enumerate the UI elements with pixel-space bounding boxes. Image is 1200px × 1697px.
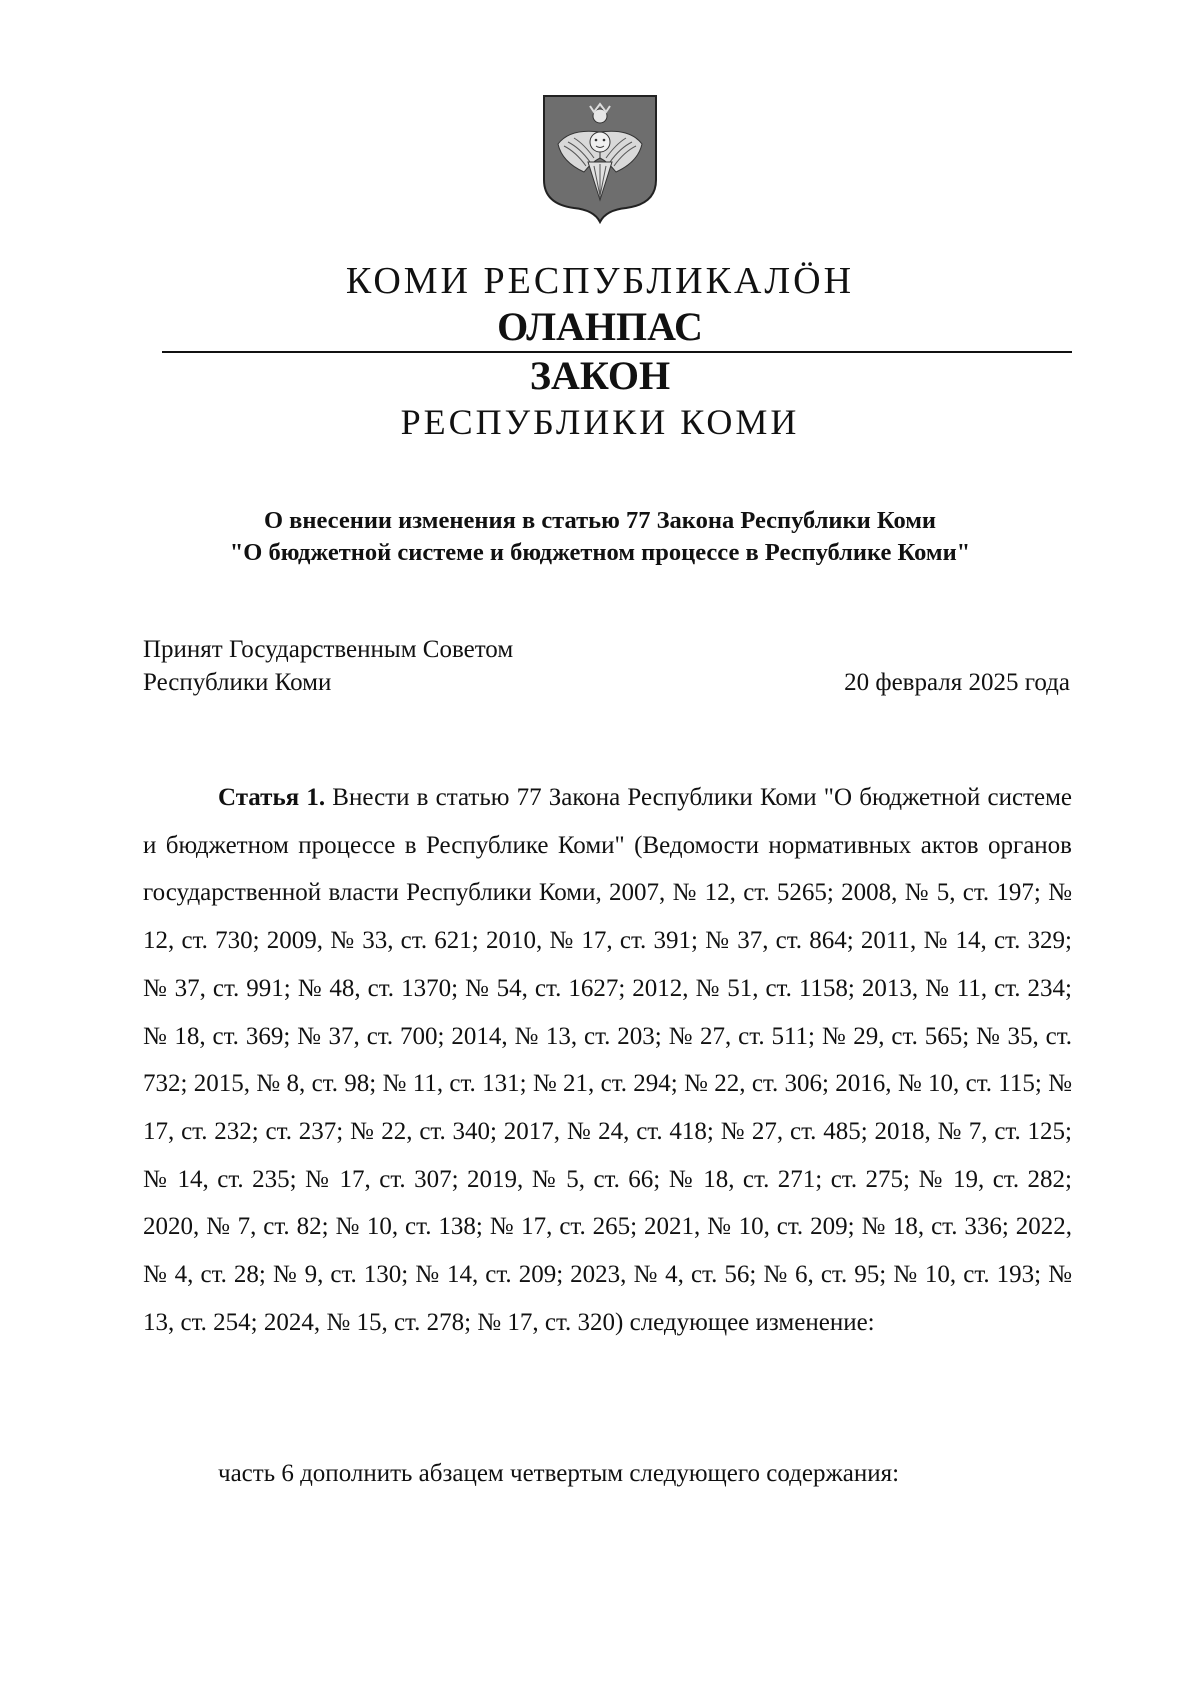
law-title-line-2: "О бюджетной системе и бюджетном процессе в Республике Коми"	[229, 539, 971, 566]
article-1-text: Внести в статью 77 Закона Республики Коми "О бюджетной системе и бюджетном процессе в Республике Коми" (Ведомости нормативных актов органов государственной власти Республики Коми, 2007, № 12, ст. 5265; 2008, № 5, ст. 197; № 12, ст. 730; 2009, № 33, ст. 621; 2010, № 17, ст. 391; № 37, ст. 864; 2011, № 14, ст. 329; № 37, ст. 991; № 48, ст. 1370; № 54, ст. 1627; 2012, № 51, ст. 1158; 2013, № 11, ст. 234; № 18, ст. 369; № 37, ст. 700; 2014, № 13, ст. 203; № 27, ст. 511; № 29, ст. 565; № 35, ст. 732; 2015, № 8, ст. 98; № 11, ст. 131; № 21, ст. 294; № 22, ст. 306; 2016, № 10, ст. 115; № 17, ст. 232; ст. 237; № 22, ст. 340; 2017, № 24, ст. 418; № 27, ст. 485; 2018, № 7, ст. 125; № 14, ст. 235; № 17, ст. 307; 2019, № 5, ст. 66; № 18, ст. 271; ст. 275; № 19, ст. 282; 2020, № 7, ст. 82; № 10, ст. 138; № 17, ст. 265; 2021, № 10, ст. 209; № 18, ст. 336; 2022, № 4, ст. 28; № 9, ст. 130; № 14, ст. 209; 2023, № 4, ст. 56; № 6, ст. 95; № 10, ст. 193; № 13, ст. 254; 2024, № 15, ст. 278; № 17, ст. 320) следующее изменение:	[143, 784, 1072, 1336]
law-title-line-1: О внесении изменения в статью 77 Закона Республики Коми	[263, 507, 937, 534]
header-republic-komi: РЕСПУБЛИКИ КОМИ	[400, 402, 800, 442]
article-1-paragraph	[143, 774, 1072, 1346]
coat-of-arms-icon	[540, 92, 660, 224]
header-olanpas: ОЛАНПАС	[497, 304, 703, 349]
article-1-paragraph-2: часть 6 дополнить абзацем четвертым следующего содержания:	[218, 1460, 900, 1487]
header-zakon: ЗАКОН	[529, 353, 671, 398]
adopted-by-line-1: Принят Государственным Советом	[143, 636, 514, 663]
adoption-date: 20 февраля 2025 года	[844, 669, 1070, 696]
adopted-by-line-2: Республики Коми	[143, 669, 332, 696]
header-komi-republic: КОМИ РЕСПУБЛИКАЛӦН	[345, 260, 855, 302]
article-1-label: Статья 1.	[218, 784, 326, 811]
